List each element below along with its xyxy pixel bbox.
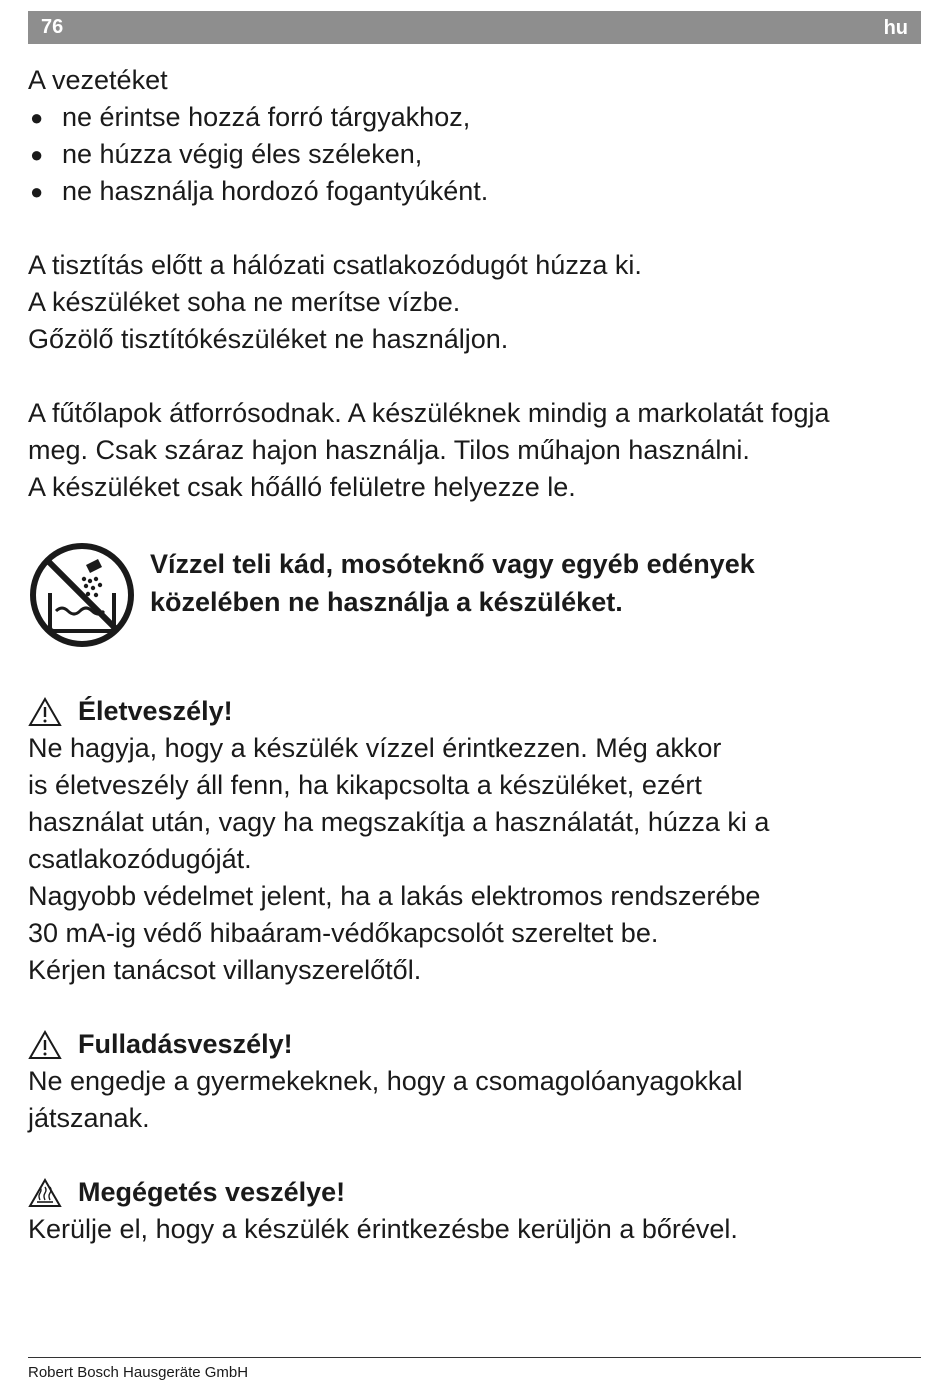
language-code: hu [883, 17, 908, 39]
water-notice [28, 541, 918, 651]
notice-line: Vízzel teli kád, mosóteknő vagy egyéb edények [150, 549, 755, 579]
warning-triangle-icon [28, 697, 62, 727]
paragraph-line: Nagyobb védelmet jelent, ha a lakás elektromos rendszerébe [28, 881, 761, 911]
footer-company: Robert Bosch Hausgeräte GmbH [28, 1364, 249, 1381]
cord-intro: A vezetéket [28, 65, 168, 95]
warning-title [28, 1174, 918, 1211]
page-number: 76 [41, 16, 64, 38]
paragraph-line: használat után, vagy ha megszakítja a használatát, húzza ki a [28, 807, 770, 837]
list-item-text: ne használja hordozó fogantyúként. [62, 176, 489, 206]
paragraph-line: csatlakozódugóját. [28, 844, 252, 874]
water-notice-text [150, 545, 755, 621]
list-item-text: ne érintse hozzá forró tárgyakhoz, [62, 102, 471, 132]
bullet-icon: ● [30, 142, 44, 167]
warning-title-text: Életveszély! [78, 696, 233, 726]
paragraph-line: 30 mA-ig védő hibaáram-védőkapcsolót szereltet be. [28, 918, 659, 948]
list-item-text: ne húzza végig éles széleken, [62, 139, 423, 169]
paragraph-line: játszanak. [28, 1103, 150, 1133]
warning-title-text: Fulladásveszély! [78, 1029, 293, 1059]
warning-title [28, 1026, 918, 1063]
cleaning-section [28, 247, 918, 358]
list-item [28, 136, 918, 173]
paragraph-line: Kérjen tanácsot villanyszerelőtől. [28, 955, 422, 985]
paragraph-line: A készüléket csak hőálló felületre helyezze le. [28, 472, 576, 502]
warning-electric [28, 693, 918, 989]
paragraph-line: is életveszély áll fenn, ha kikapcsolta a készüléket, ezért [28, 770, 702, 800]
page-content [28, 62, 918, 1248]
paragraph-line: A készüléket soha ne merítse vízbe. [28, 287, 461, 317]
warning-burn [28, 1174, 918, 1248]
paragraph-line: A tisztítás előtt a hálózati csatlakozódugót húzza ki. [28, 250, 642, 280]
paragraph-line: Ne engedje a gyermekeknek, hogy a csomagolóanyagokkal [28, 1066, 743, 1096]
hot-surface-warning-icon [28, 1178, 62, 1208]
list-item [28, 173, 918, 210]
cord-bullet-list [28, 99, 918, 210]
paragraph-line: Kerülje el, hogy a készülék érintkezésbe kerüljön a bőrével. [28, 1214, 738, 1244]
page-header-bar [28, 11, 921, 44]
paragraph-line: Ne hagyja, hogy a készülék vízzel érintkezzen. Még akkor [28, 733, 722, 763]
warning-title-text: Megégetés veszélye! [78, 1177, 346, 1207]
notice-line: közelében ne használja a készüléket. [150, 587, 623, 617]
paragraph-line: Gőzölő tisztítókészüléket ne használjon. [28, 324, 509, 354]
warning-title [28, 693, 918, 730]
heating-section [28, 395, 918, 506]
bullet-icon: ● [30, 105, 44, 130]
no-bath-icon [28, 541, 136, 649]
list-item [28, 99, 918, 136]
warning-triangle-icon [28, 1030, 62, 1060]
footer-divider [28, 1357, 921, 1358]
warning-suffocation [28, 1026, 918, 1137]
bullet-icon: ● [30, 179, 44, 204]
paragraph-line: meg. Csak száraz hajon használja. Tilos műhajon használni. [28, 435, 750, 465]
cord-section [28, 62, 918, 210]
paragraph-line: A fűtőlapok átforrósodnak. A készüléknek mindig a markolatát fogja [28, 398, 830, 428]
